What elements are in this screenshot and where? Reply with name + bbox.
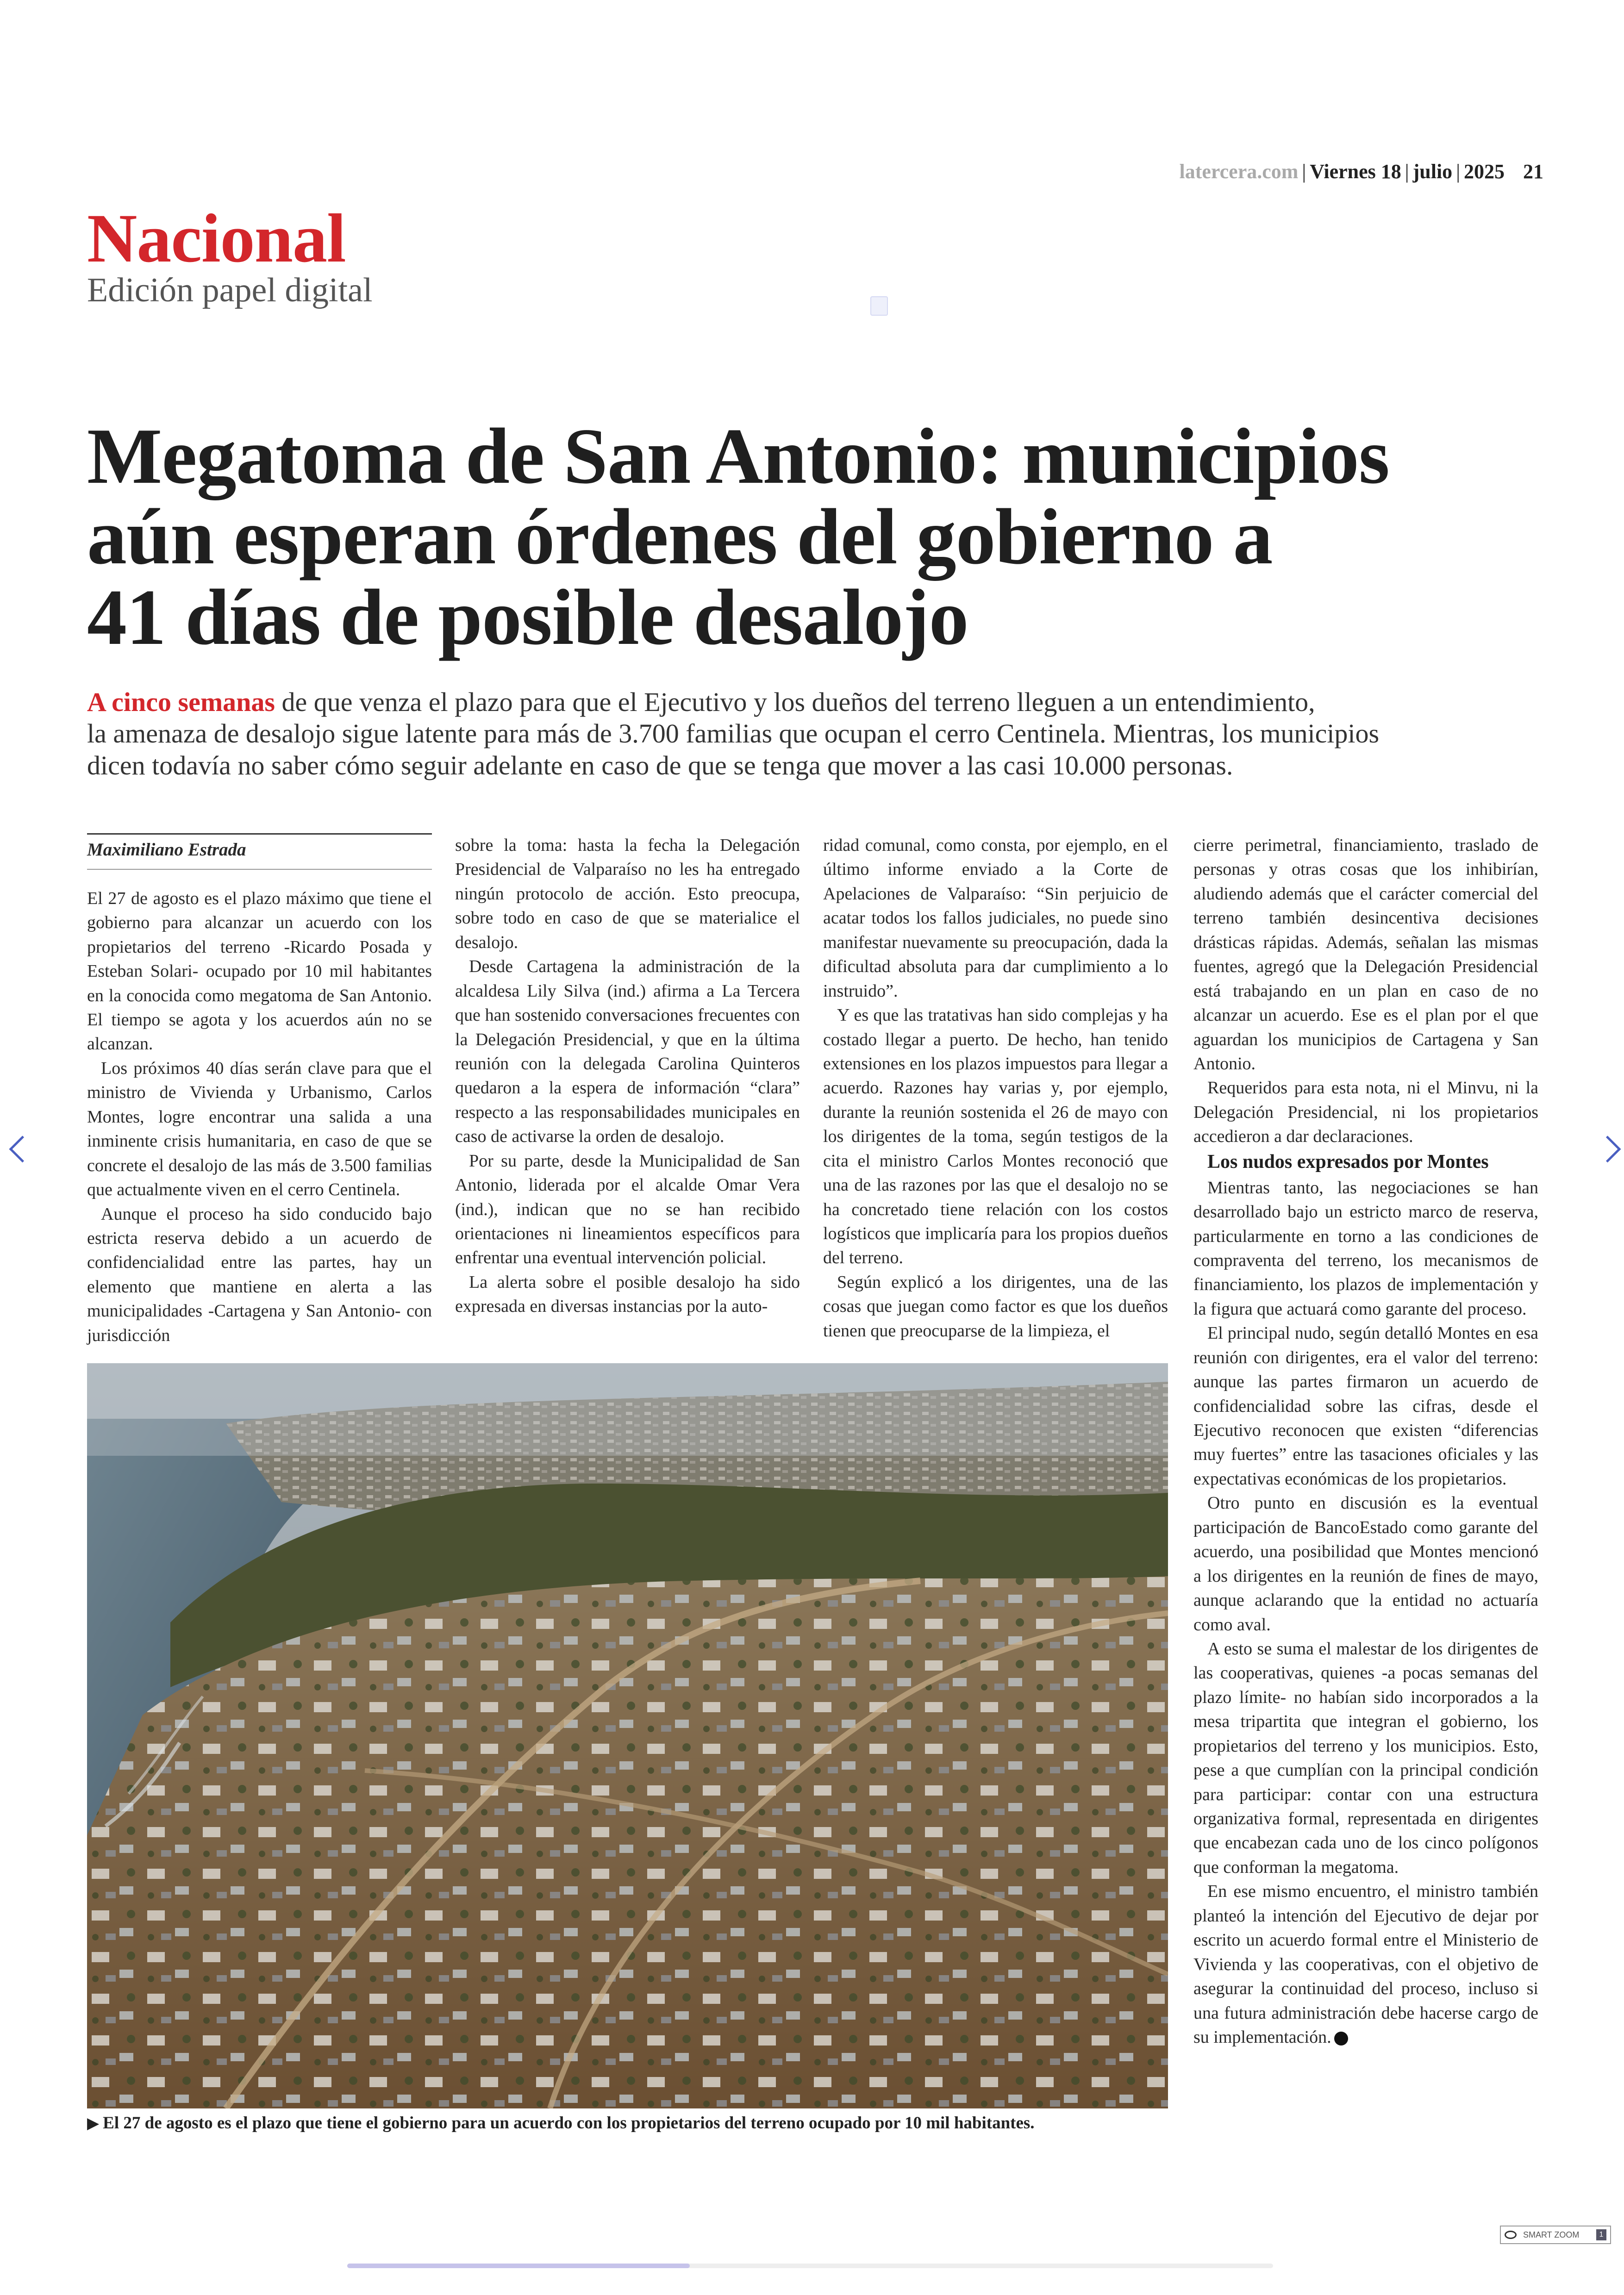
- headline-line: Megatoma de San Antonio: municipios: [87, 412, 1389, 500]
- byline: Maximiliano Estrada: [87, 833, 432, 870]
- paragraph: Requeridos para esta nota, ni el Minvu, ni la Delegación Presidencial, ni los propietarios accedieron a dar declaraciones.: [1193, 1078, 1538, 1147]
- paragraph: cierre perimetral, financiamiento, traslado de personas y otras cosas que los inhibirían, aludiendo además que el carácter comercial del terreno también desincentiva decisiones drásticas rápidas. Además, señalan las mismas fuentes, agregó que la Delegación Presidencial está trabajando en un plan en caso de no alcanzar un acuerdo. Ese es el plan por el que aguardan los municipios de Cartagena y San Antonio.: [1193, 836, 1538, 1073]
- lede: [87, 686, 1545, 781]
- smart-zoom-button[interactable]: [1500, 2226, 1611, 2244]
- lede-text: la amenaza de desalojo sigue latente para más de 3.700 familias que ocupan el cerro Centinela. Mientras, los municipios: [87, 718, 1380, 749]
- paragraph: Otro punto en discusión es la eventual participación de BancoEstado como garante del acuerdo, una posibilidad que Montes mencionó a los dirigentes en la reunión de fines de mayo, aunque aclarando que la entidad no actuaría como aval.: [1193, 1493, 1538, 1634]
- paragraph: ridad comunal, como consta, por ejemplo, en el último informe enviado a la Corte de Apelaciones de Valparaíso: “Sin perjuicio de acatar todos los fallos judiciales, no puede sino manifestar nuevamente su preocupación, dada la dificultad absoluta para dar cumplimiento a lo instruido”.: [823, 836, 1168, 1001]
- date-day: Viernes 18: [1310, 160, 1401, 183]
- paragraph: sobre la toma: hasta la fecha la Delegación Presidencial de Valparaíso no les ha entregado ningún protocolo de acción. Esto preocupa, sobre todo en caso de que se materialice el desalojo.: [455, 836, 800, 952]
- caption-arrow-icon: ▶: [87, 2115, 100, 2132]
- date-month: julio: [1412, 160, 1453, 183]
- chevron-right-icon[interactable]: [1594, 1136, 1621, 1163]
- paragraph: [1193, 1879, 1538, 2049]
- article-column-4: [1193, 833, 1538, 2049]
- page-badge: 1: [1596, 2229, 1606, 2240]
- article-column-2: [455, 833, 800, 1319]
- edition-label: Edición papel digital: [87, 271, 373, 309]
- subheading: Los nudos expresados por Montes: [1207, 1151, 1489, 1172]
- site-name: latercera.com: [1179, 160, 1299, 183]
- paragraph-text: En ese mismo encuentro, el ministro también planteó la intención del Ejecutivo de dejar por escrito un acuerdo formal entre el Ministerio de Vivienda y las cooperativas, con el objetivo de asegurar la continuidad del proceso, incluso si una futura administración debe hacerse cargo de su implementación.: [1193, 1882, 1538, 2047]
- headline: [87, 412, 1476, 661]
- eye-icon: [1505, 2231, 1517, 2239]
- smart-zoom-label: SMART ZOOM: [1523, 2230, 1580, 2239]
- section-title: Nacional: [87, 200, 346, 277]
- paragraph: Por su parte, desde la Municipalidad de San Antonio, liderada por el alcalde Omar Vera (ind.), indican que no se han recibido orientaciones ni lineamientos específicos para enfrentar una eventual intervención policial.: [455, 1151, 800, 1268]
- paragraph: Desde Cartagena la administración de la alcaldesa Lily Silva (ind.) afirma a La Tercera que han sostenido conversaciones frecuentes con la Delegación Presidencial, y que en la última reunión con la delegada Carolina Quinteros quedaron a la espera de información “clara” respecto a las responsabilidades municipales en caso de activarse la orden de desalojo.: [455, 957, 800, 1147]
- end-mark-icon: [1334, 2032, 1348, 2046]
- aerial-photo-image: [87, 1363, 1168, 2108]
- reading-progress-fill: [347, 2264, 690, 2268]
- chevron-left-icon[interactable]: [9, 1136, 36, 1163]
- article-photo: [87, 1363, 1168, 2108]
- headline-line: 41 días de posible desalojo: [87, 574, 968, 661]
- article-column-3: [823, 833, 1168, 1343]
- paragraph: El principal nudo, según detalló Montes en esa reunión con dirigentes, era el valor del terreno: aunque las partes firmaron un acuerdo de confidencialidad sobre las cifras, desde el Ejecutivo reconocen que existen “diferencias muy fuertes” entre las tasaciones oficiales y las expectativas económicas de los propietarios.: [1193, 1323, 1538, 1489]
- paragraph: Y es que las tratativas han sido complejas y ha costado llegar a puerto. De hecho, han tenido extensiones en los plazos impuestos para llegar a acuerdo. Razones hay varias y, por ejemplo, durante la reunión sostenida el 26 de mayo con los dirigentes de la toma, según testigos de la cita el ministro Carlos Montes reconoció que una de las razones por las que el desalojo no se ha concretado tiene relación con los costos logísticos que implicaría para los propios dueños del terreno.: [823, 1005, 1168, 1268]
- page-number: 21: [1523, 160, 1543, 183]
- lede-kicker: A cinco semanas: [87, 687, 275, 717]
- paragraph: A esto se suma el malestar de los dirigentes de las cooperativas, quienes -a pocas semanas del plazo límite- no habían sido incorporados a la mesa tripartita que integran el gobierno, los propietarios del terreno y los municipios. Esto, pese a que cumplían con la principal condición para participar: contar con una estructura organizativa formal, representada en dirigentes que encabezan cada uno de los cinco polígonos que conforman la megatoma.: [1193, 1639, 1538, 1877]
- photo-caption: [87, 2113, 1035, 2133]
- paragraph: Según explicó a los dirigentes, una de las cosas que juegan como factor es que los dueños tienen que preocuparse de la limpieza, el: [823, 1272, 1168, 1341]
- date-year: 2025: [1464, 160, 1505, 183]
- lede-text: dicen todavía no saber cómo seguir adelante en caso de que se tenga que mover a las casi 10.000 personas.: [87, 750, 1233, 780]
- paragraph: La alerta sobre el posible desalojo ha sido expresada en diversas instancias por la auto-: [455, 1272, 800, 1316]
- headline-line: aún esperan órdenes del gobierno a: [87, 493, 1273, 581]
- paragraph: Aunque el proceso ha sido conducido bajo estricta reserva debido a un acuerdo de confidencialidad entre las partes, hay un elemento que mantiene en alerta a las municipalidades -Cartagena y San Antonio- con jurisdicción: [87, 1204, 432, 1345]
- caption-text: El 27 de agosto es el plazo que tiene el gobierno para un acuerdo con los propietarios del terreno ocupado por 10 mil habitantes.: [103, 2114, 1035, 2133]
- note-icon[interactable]: [870, 296, 888, 316]
- paragraph: El 27 de agosto es el plazo máximo que tiene el gobierno para alcanzar un acuerdo con los propietarios del terreno -Ricardo Posada y Esteban Solari- ocupado por 10 mil habitantes en la conocida como megatoma de San Antonio. El tiempo se agota y los acuerdos aún no se alcanzan.: [87, 888, 432, 1054]
- lede-text: de que venza el plazo para que el Ejecutivo y los dueños del terreno lleguen a un entendimiento,: [275, 687, 1315, 717]
- article-column-1: [87, 833, 432, 1347]
- page-meta: latercera.com | Viernes 18 | julio | 2025 21: [1179, 160, 1543, 183]
- paragraph: Los próximos 40 días serán clave para que el ministro de Vivienda y Urbanismo, Carlos Montes, logre encontrar una salida a una inminente crisis humanitaria, en caso de que se concrete el desalojo de las más de 3.500 familias que actualmente viven en el cerro Centinela.: [87, 1058, 432, 1200]
- paragraph: Mientras tanto, las negociaciones se han desarrollado bajo un estricto marco de reserva, particularmente en torno a las condiciones de compraventa del terreno, los mecanismos de financiamiento, los plazos de implementación y la figura que actuará como garante del proceso.: [1193, 1178, 1538, 1319]
